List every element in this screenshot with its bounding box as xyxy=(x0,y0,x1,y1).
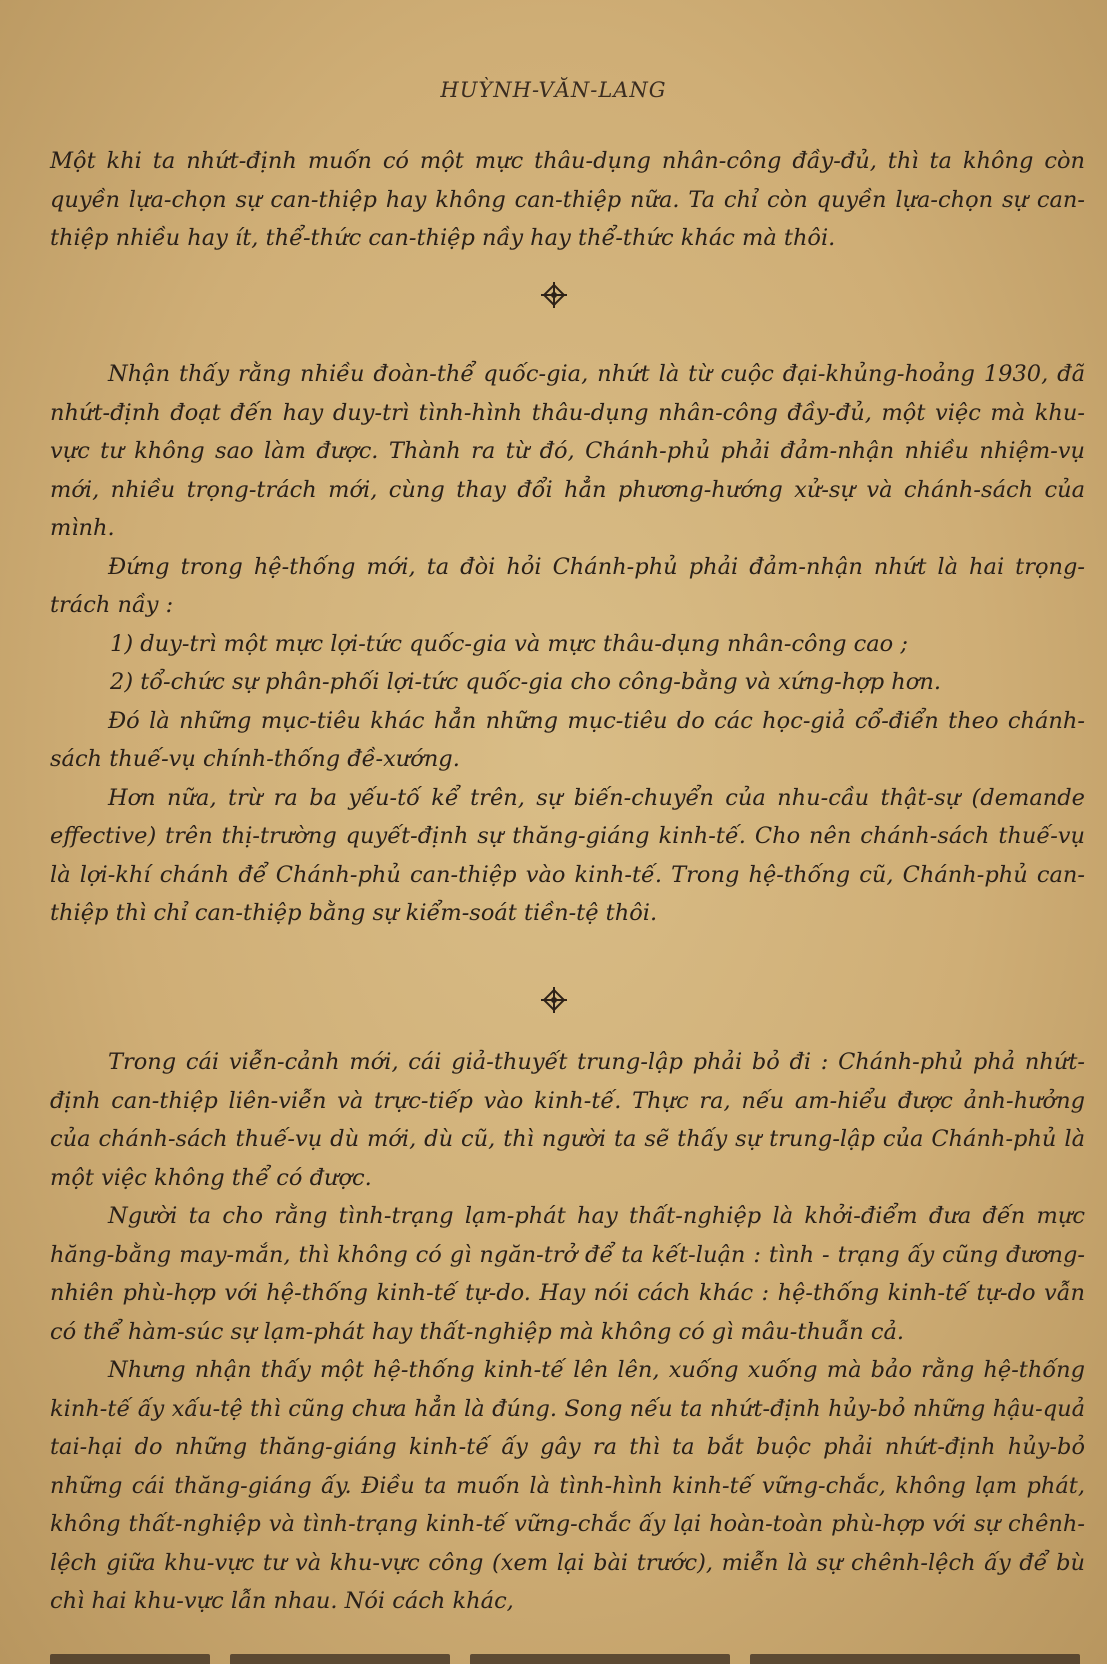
diamond-cross-ornament-icon xyxy=(539,280,569,310)
section-1 xyxy=(50,142,1085,258)
paragraph: Đó là những mục-tiêu khác hẳn những mục-tiêu do các học-giả cổ-điển theo chánh-sách thuế-vụ chính-thống đề-xướng. xyxy=(50,707,1085,772)
list-item: 2) tổ-chức sự phân-phối lợi-tức quốc-gia cho công-bằng và xứng-hợp hơn. xyxy=(110,669,941,695)
paragraph: Một khi ta nhứt-định muốn có một mực thâu-dụng nhân-công đầy-đủ, thì ta không còn quyền lựa-chọn sự can-thiệp hay không can-thiệp nữa. Ta chỉ còn quyền lựa-chọn sự can-thiệp nhiều hay ít, thể-thức can-thiệp nầy hay thể-thức khác mà thôi. xyxy=(50,148,1085,251)
section-3 xyxy=(50,1043,1085,1621)
paragraph: Trong cái viễn-cảnh mới, cái giả-thuyết trung-lập phải bỏ đi : Chánh-phủ phả nhứt-định can-thiệp liên-viễn và trực-tiếp vào kinh-tế. Thực ra, nếu am-hiểu được ảnh-hưởng của chánh-sách thuế-vụ dù mới, dù cũ, thì người ta sẽ thấy sự trung-lập của Chánh-phủ là một việc không thể có được. xyxy=(50,1049,1085,1191)
paragraph: Người ta cho rằng tình-trạng lạm-phát hay thất-nghiệp là khởi-điểm đưa đến mực hăng-bằng may-mắn, thì không có gì ngăn-trở để ta kết-luận : tình - trạng ấy cũng đương-nhiên phù-hợp với hệ-thống kinh-tế tự-do. Hay nói cách khác : hệ-thống kinh-tế tự-do vẫn có thể hàm-súc sự lạm-phát hay thất-nghiệp mà không có gì mâu-thuẫn cả. xyxy=(50,1203,1085,1345)
paragraph: Nhận thấy rằng nhiều đoàn-thể quốc-gia, nhứt là từ cuộc đại-khủng-hoảng 1930, đã nhứt-định đoạt đến hay duy-trì tình-hình thâu-dụng nhân-công đầy-đủ, một việc mà khu-vực tư không sao làm được. Thành ra từ đó, Chánh-phủ phải đảm-nhận nhiều nhiệm-vụ mới, nhiều trọng-trách mới, cùng thay đổi hẳn phương-hướng xử-sự và chánh-sách của mình. xyxy=(50,361,1085,541)
list-item: 1) duy-trì một mực lợi-tức quốc-gia và mực thâu-dụng nhân-công cao ; xyxy=(110,630,908,657)
diamond-cross-ornament-icon xyxy=(539,985,569,1015)
running-header: HUỲNH-VĂN-LANG xyxy=(440,78,667,102)
paragraph: Đứng trong hệ-thống mới, ta đòi hỏi Chánh-phủ phải đảm-nhận nhứt là hai trọng-trách nầy : xyxy=(50,553,1085,618)
section-2 xyxy=(50,355,1085,933)
cut-off-text-line xyxy=(50,1640,1085,1664)
paragraph: Nhưng nhận thấy một hệ-thống kinh-tế lên lên, xuống xuống mà bảo rằng hệ-thống kinh-tế ấy xấu-tệ thì cũng chưa hẳn là đúng. Song nếu ta nhứt-định hủy-bỏ những hậu-quả tai-hại do những thăng-giáng kinh-tế ấy gây ra thì ta bắt buộc phải nhứt-định hủy-bỏ những cái thăng-giáng ấy. Điều ta muốn là tình-hình kinh-tế vững-chắc, không lạm phát, không thất-nghiệp và tình-trạng kinh-tế vững-chắc ấy lại hoàn-toàn phù-hợp với sự chênh- lệch giữa khu-vực tư và khu-vực công (xem lại bài trước), miễn là sự chênh-lệch ấy để bù chì hai khu-vực lẫn nhau. Nói cách khác, xyxy=(50,1357,1085,1614)
paragraph: Hơn nữa, trừ ra ba yếu-tố kể trên, sự biến-chuyển của nhu-cầu thật-sự (demande effective) trên thị-trường quyết-định sự thăng-giáng kinh-tế. Cho nên chánh-sách thuế-vụ là lợi-khí chánh để Chánh-phủ can-thiệp vào kinh-tế. Trong hệ-thống cũ, Chánh-phủ can-thiệp thì chỉ can-thiệp bằng sự kiểm-soát tiền-tệ thôi. xyxy=(50,784,1085,926)
